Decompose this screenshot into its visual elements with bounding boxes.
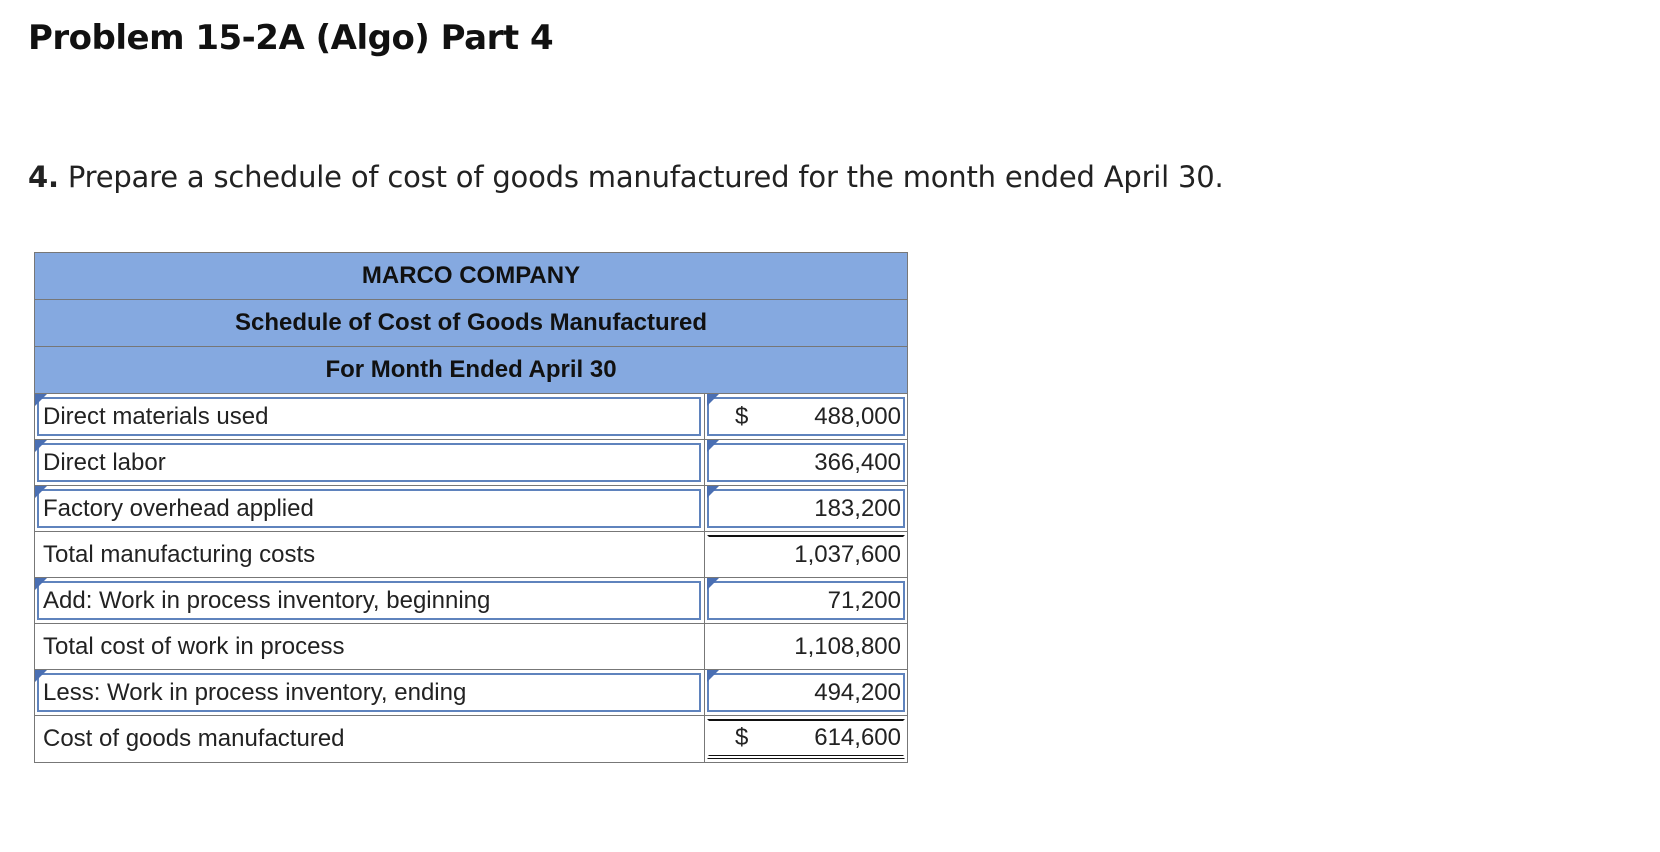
dropdown-indicator-icon (707, 394, 719, 406)
instruction-body: Prepare a schedule of cost of goods manufactured for the month ended April 30. (67, 160, 1224, 194)
amount-value: 1,037,600 (794, 540, 901, 568)
label-cost-of-goods-manufactured (35, 716, 705, 762)
page-title: Problem 15-2A (Algo) Part 4 (28, 18, 554, 58)
amount-input-direct-labor[interactable] (705, 440, 907, 485)
table-row (35, 716, 907, 762)
dropdown-indicator-icon (35, 394, 47, 406)
instruction-number: 4. (28, 160, 59, 194)
dropdown-indicator-icon (35, 670, 47, 682)
amount-value: 488,000 (814, 402, 901, 430)
dropdown-indicator-icon (35, 486, 47, 498)
table-row (35, 440, 907, 486)
amount-value: 71,200 (827, 586, 901, 614)
label-dropdown-factory-overhead[interactable] (35, 486, 705, 531)
dollar-sign: $ (735, 724, 749, 751)
dropdown-indicator-icon (707, 578, 719, 590)
amount-total-manufacturing-costs (705, 532, 907, 577)
label-total-manufacturing-costs (35, 532, 705, 577)
dropdown-indicator-icon (707, 670, 719, 682)
dollar-sign: $ (735, 402, 749, 430)
amount-input-direct-materials[interactable] (705, 394, 907, 439)
row-label: Less: Work in process inventory, ending (43, 678, 467, 706)
table-row (35, 578, 907, 624)
amount-cost-of-goods-manufactured (705, 716, 907, 762)
label-dropdown-direct-materials[interactable] (35, 394, 705, 439)
amount-total-cost-wip (705, 624, 907, 669)
table-row (35, 532, 907, 578)
table-row (35, 394, 907, 440)
label-total-cost-wip (35, 624, 705, 669)
dropdown-indicator-icon (35, 578, 47, 590)
amount-value: 183,200 (814, 494, 901, 522)
amount-value: 1,108,800 (794, 632, 901, 660)
statement-period: For Month Ended April 30 (35, 347, 907, 394)
table-row (35, 486, 907, 532)
company-name: MARCO COMPANY (35, 253, 907, 300)
amount-value: 614,600 (814, 724, 901, 751)
amount-value: 494,200 (814, 678, 901, 706)
row-label: Total cost of work in process (43, 632, 345, 660)
label-dropdown-wip-beginning[interactable] (35, 578, 705, 623)
cogm-schedule-table (34, 252, 908, 763)
label-dropdown-wip-ending[interactable] (35, 670, 705, 715)
row-label: Add: Work in process inventory, beginning (43, 586, 491, 614)
row-label: Total manufacturing costs (43, 540, 316, 568)
dropdown-indicator-icon (35, 440, 47, 452)
amount-input-wip-ending[interactable] (705, 670, 907, 715)
row-label: Factory overhead applied (43, 494, 314, 522)
dropdown-indicator-icon (707, 486, 719, 498)
instruction-text (28, 160, 1224, 194)
label-dropdown-direct-labor[interactable] (35, 440, 705, 485)
table-row (35, 670, 907, 716)
table-row (35, 624, 907, 670)
row-label: Direct labor (43, 448, 166, 476)
amount-value: 366,400 (814, 448, 901, 476)
row-label: Direct materials used (43, 402, 269, 430)
amount-input-factory-overhead[interactable] (705, 486, 907, 531)
amount-input-wip-beginning[interactable] (705, 578, 907, 623)
dropdown-indicator-icon (707, 440, 719, 452)
statement-name: Schedule of Cost of Goods Manufactured (35, 300, 907, 347)
row-label: Cost of goods manufactured (43, 725, 345, 752)
